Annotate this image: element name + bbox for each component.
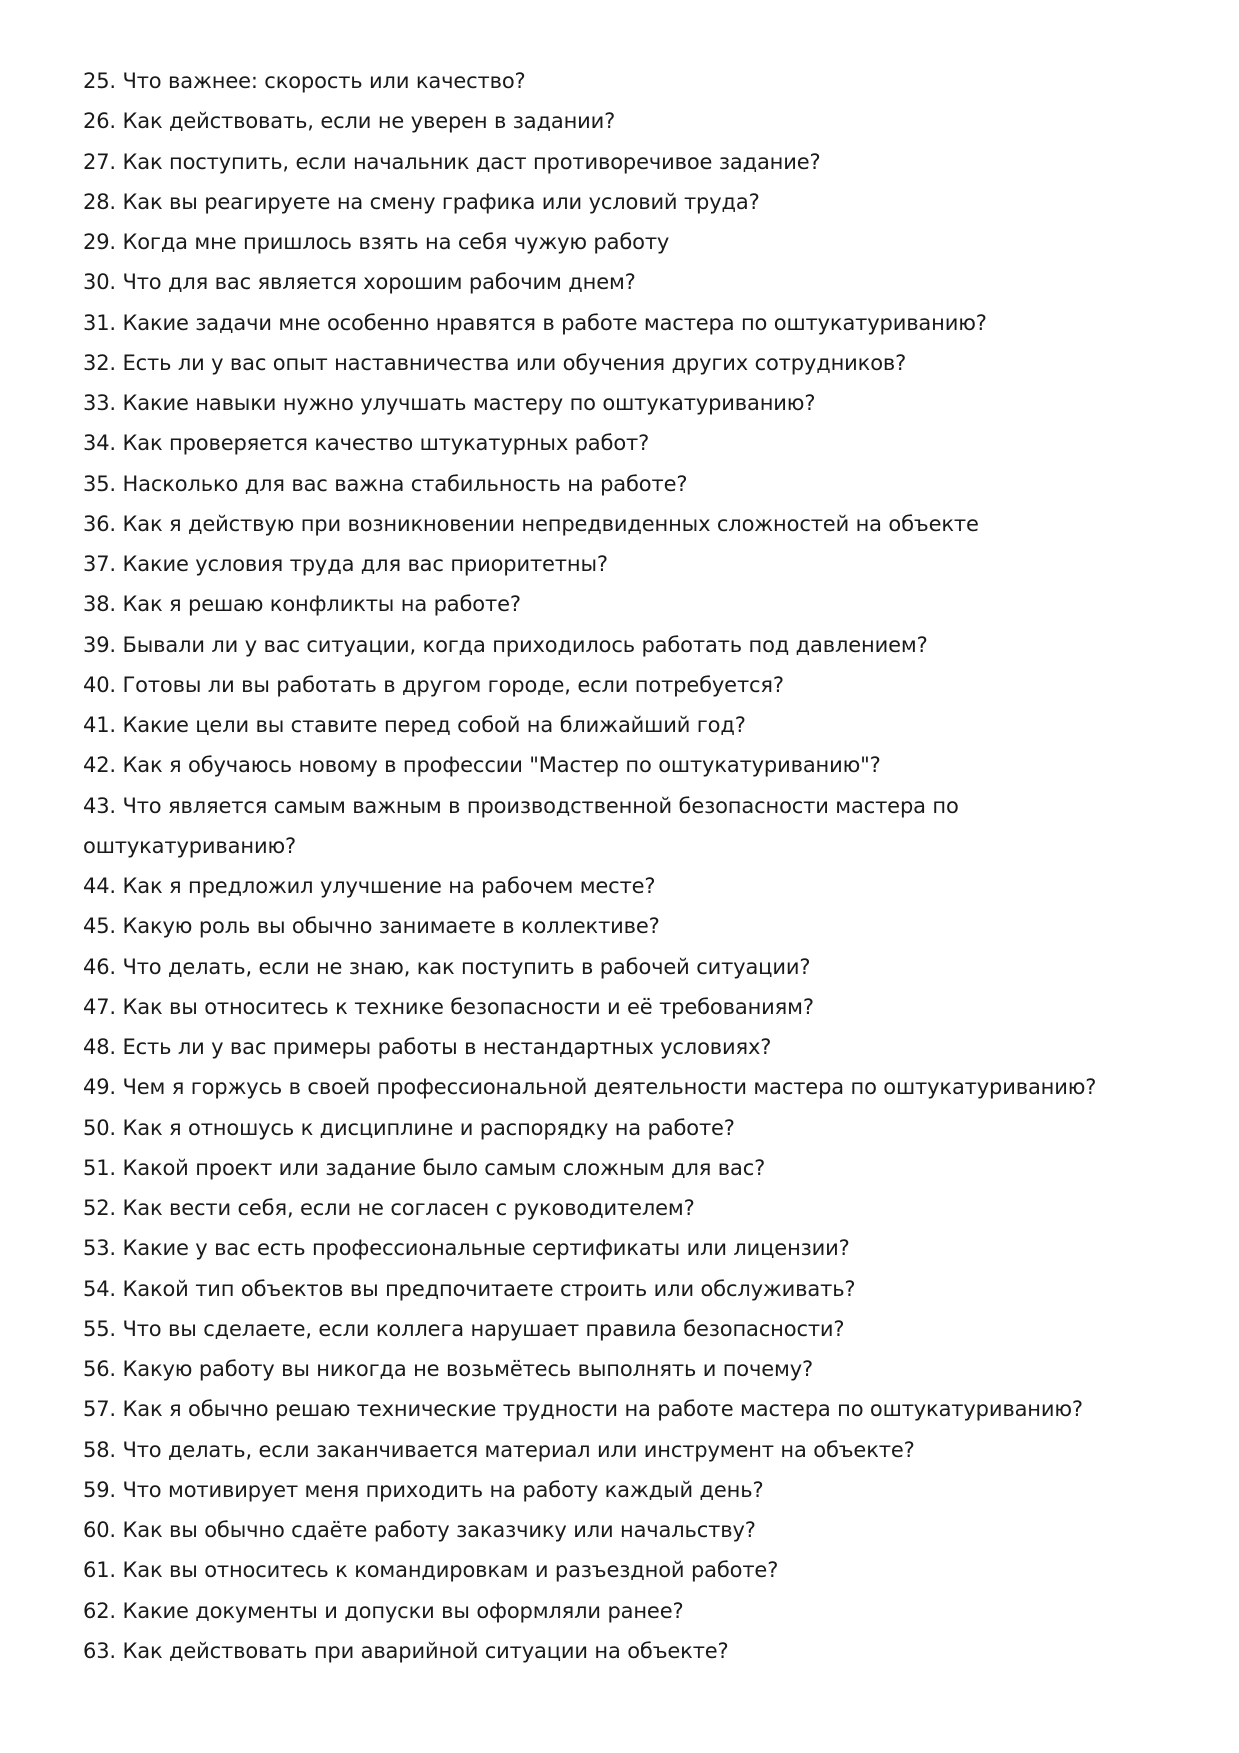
question-item: 33. Какие навыки нужно улучшать мастеру по оштукатуриванию? [83,391,816,415]
question-item: 25. Что важнее: скорость или качество? [83,69,526,93]
question-item: 34. Как проверяется качество штукатурных работ? [83,431,650,456]
question-item: 30. Что для вас является хорошим рабочим днем? [83,270,636,295]
question-item: 47. Как вы относитесь к технике безопасности и её требованиям? [83,994,814,1019]
question-item: 42. Как я обучаюсь новому в профессии "Мастер по оштукатуриванию"? [83,753,881,778]
question-item: 41. Какие цели вы ставите перед собой на ближайший год? [83,713,746,737]
question-item: 55. Что вы сделаете, если коллега нарушает правила безопасности? [83,1316,845,1341]
question-item: 44. Как я предложил улучшение на рабочем месте? [83,874,656,898]
question-item: 32. Есть ли у вас опыт наставничества или обучения других сотрудников? [83,350,907,375]
question-item: 50. Как я отношусь к дисциплине и распорядку на работе? [83,1115,735,1140]
question-item: 26. Как действовать, если не уверен в задании? [83,109,616,134]
question-item: 52. Как вести себя, если не согласен с руководителем? [83,1196,695,1220]
question-item: 31. Какие задачи мне особенно нравятся в работе мастера по оштукатуриванию? [83,310,987,335]
question-item: 63. Как действовать при аварийной ситуации на объекте? [83,1638,729,1663]
question-item: 48. Есть ли у вас примеры работы в нестандартных условиях? [83,1035,772,1059]
question-item: 56. Какую работу вы никогда не возьмётесь выполнять и почему? [83,1357,813,1381]
question-item: 59. Что мотивирует меня приходить на работу каждый день? [83,1477,764,1502]
question-item: 60. Как вы обычно сдаёте работу заказчику или начальству? [83,1518,756,1542]
question-item: 28. Как вы реагируете на смену графика или условий труда? [83,189,760,214]
question-item: 51. Какой проект или задание было самым сложным для вас? [83,1155,766,1180]
question-item: 40. Готовы ли вы работать в другом городе, если потребуется? [83,672,784,697]
question-item: 38. Как я решаю конфликты на работе? [83,592,521,617]
question-item: 46. Что делать, если не знаю, как поступить в рабочей ситуации? [83,954,811,979]
question-item: 29. Когда мне пришлось взять на себя чужую работу [83,230,670,254]
question-list [83,61,1173,1671]
question-item: 58. Что делать, если заканчивается материал или инструмент на объекте? [83,1437,915,1462]
question-item: 61. Как вы относитесь к командировкам и разъездной работе? [83,1558,779,1583]
question-item: 54. Какой тип объектов вы предпочитаете строить или обслуживать? [83,1276,856,1301]
question-item: 39. Бывали ли у вас ситуации, когда приходилось работать под давлением? [83,632,928,657]
question-item: 36. Как я действую при возникновении непредвиденных сложностей на объекте [83,511,979,536]
question-item: 57. Как я обычно решаю технические трудности на работе мастера по оштукатуриванию? [83,1397,1083,1422]
question-item: 53. Какие у вас есть профессиональные сертификаты или лицензии? [83,1236,850,1261]
question-item: 37. Какие условия труда для вас приоритетны? [83,552,608,576]
question-item: 49. Чем я горжусь в своей профессиональной деятельности мастера по оштукатуриванию? [83,1075,1097,1100]
question-item: 45. Какую роль вы обычно занимаете в коллективе? [83,914,660,939]
question-item: 27. Как поступить, если начальник даст противоречивое задание? [83,149,821,174]
question-item: 35. Насколько для вас важна стабильность на работе? [83,471,688,496]
question-item: 43. Что является самым важным в производственной безопасности мастера по оштукатуриванию? [83,793,959,858]
question-item: 62. Какие документы и допуски вы оформляли ранее? [83,1598,684,1623]
